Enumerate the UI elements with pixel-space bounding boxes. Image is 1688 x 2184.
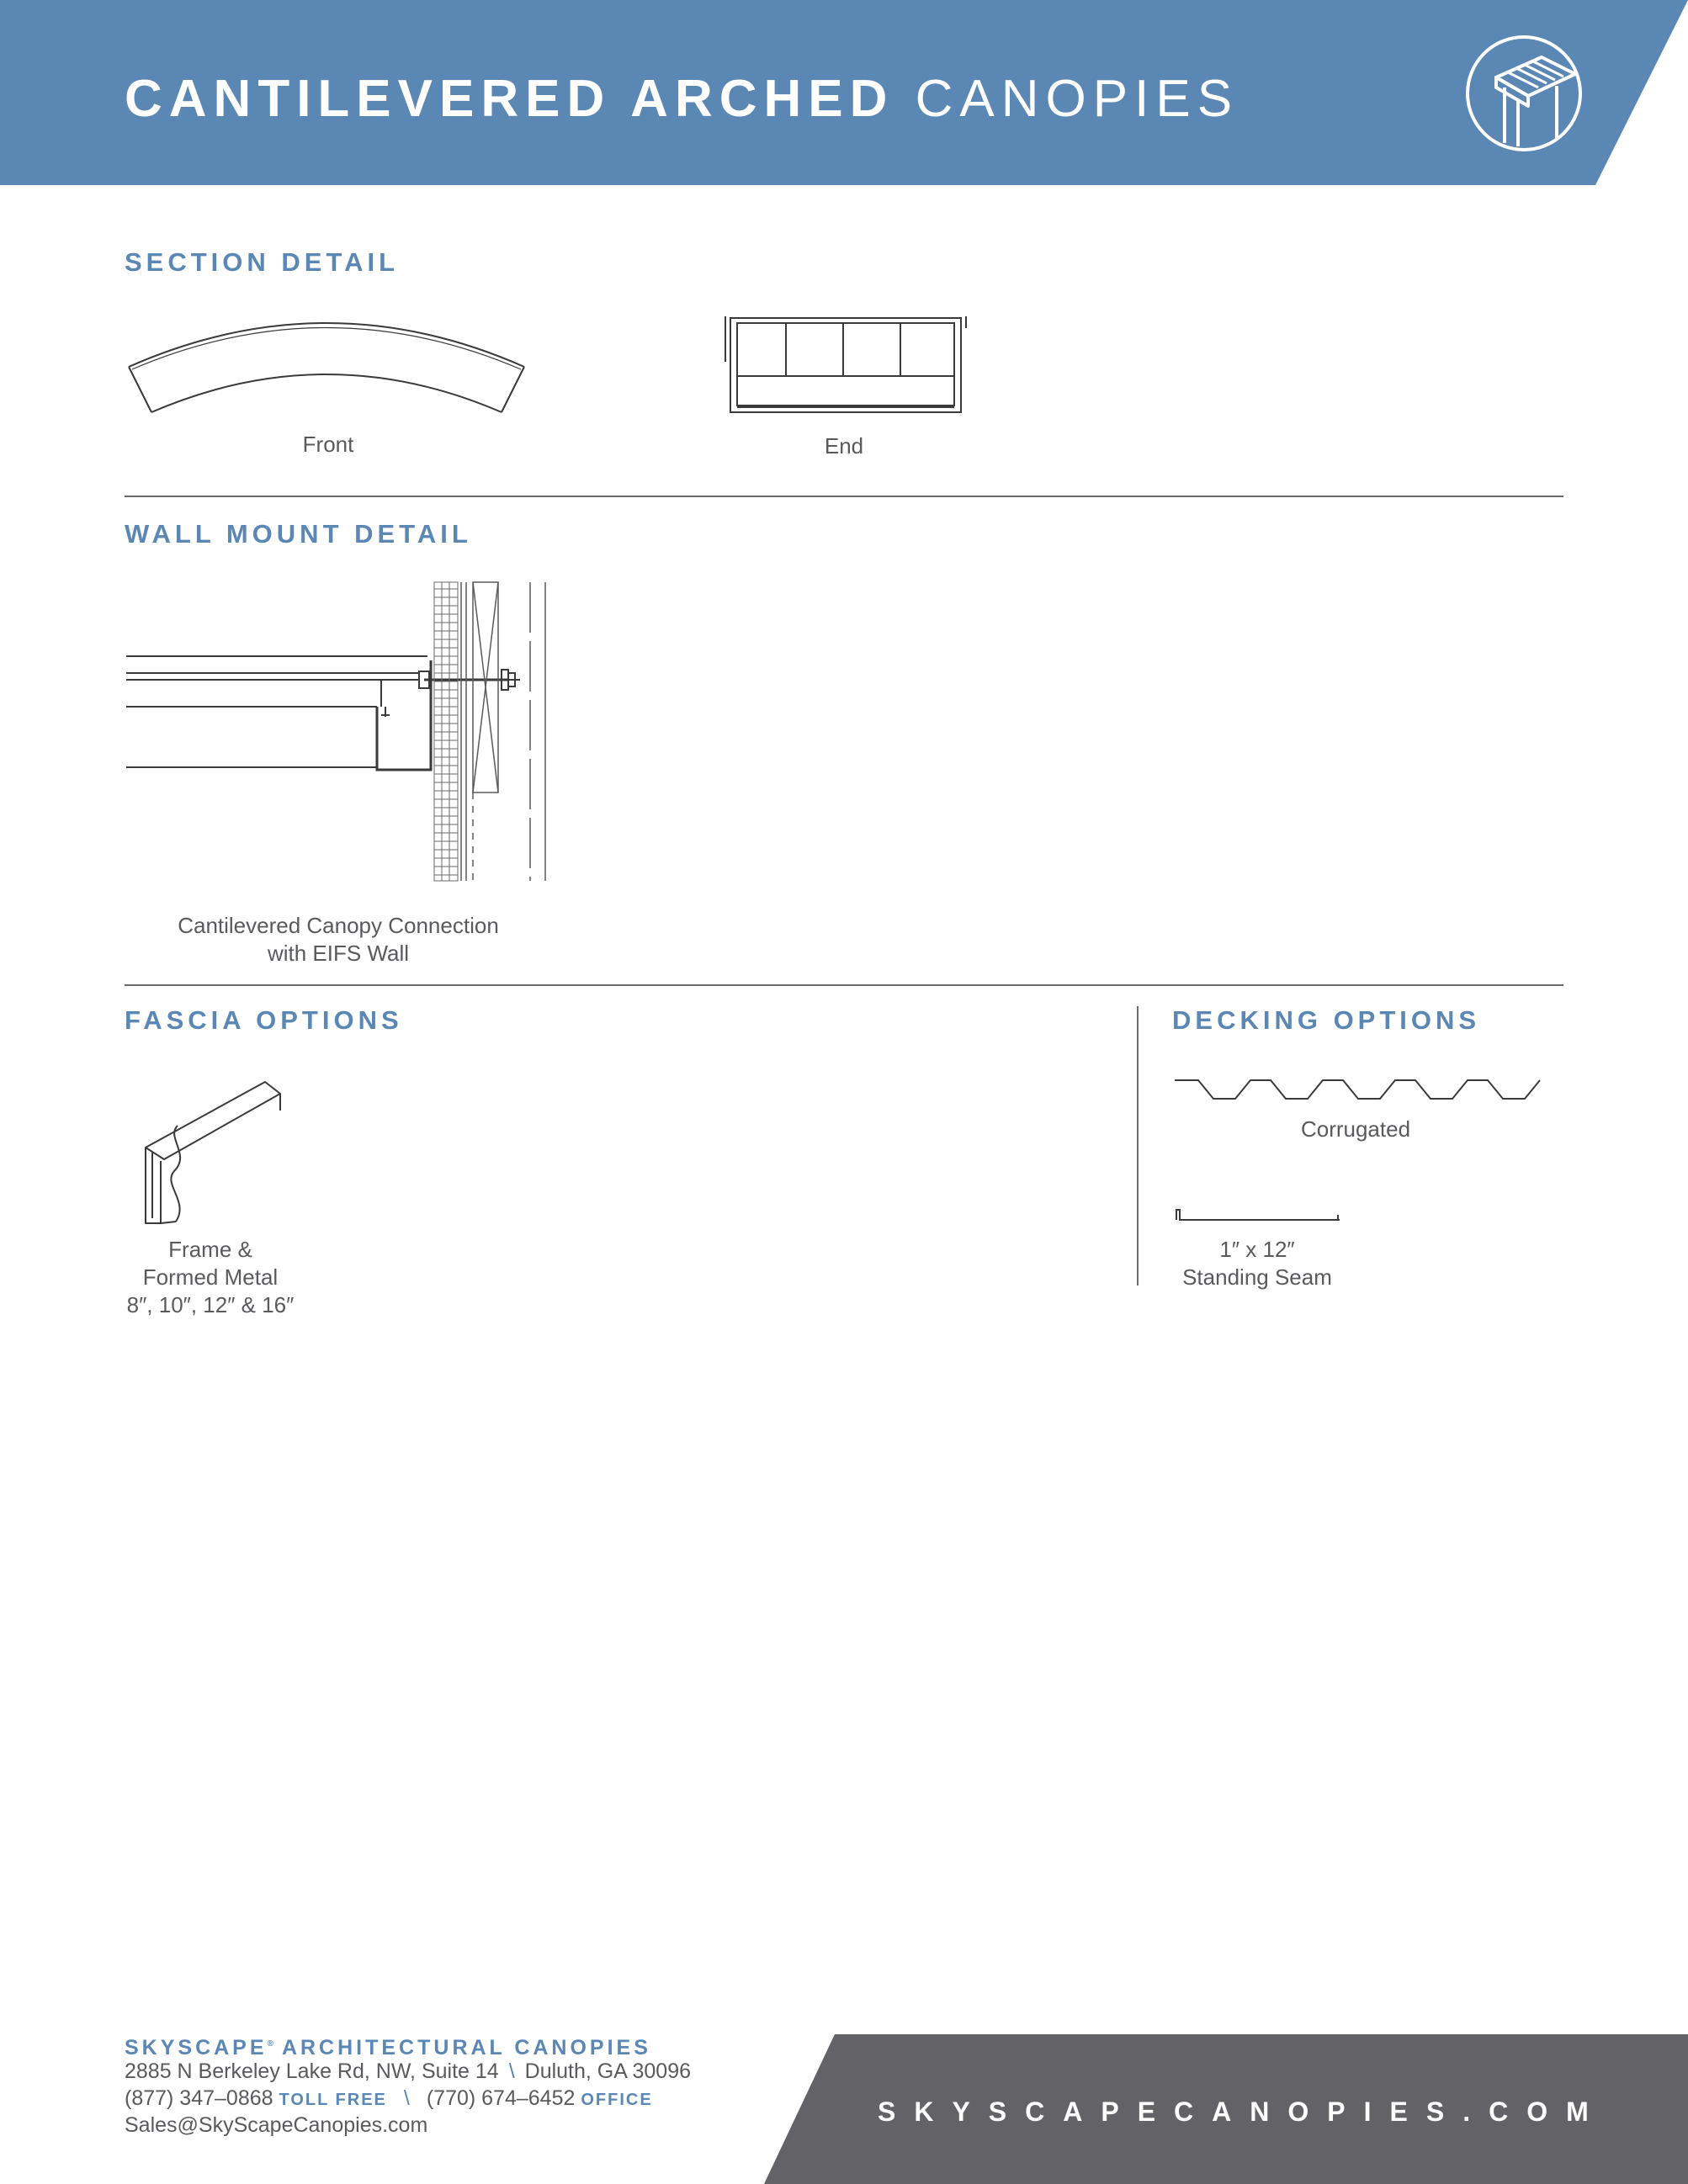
- decking-divider: [1137, 1006, 1139, 1285]
- fascia-frame-drawing: [139, 1077, 290, 1228]
- address-separator: \: [508, 2059, 515, 2083]
- page-title: [125, 66, 1239, 133]
- page-title-light: CANOPIES: [915, 70, 1239, 128]
- footer-city: Duluth, GA 30096: [524, 2059, 692, 2083]
- fascia-caption-line3: 8″, 10″, 12″ & 16″: [126, 1292, 295, 1317]
- standing-seam-caption-line2: Standing Seam: [1182, 1264, 1332, 1290]
- canopy-logo-icon: [1464, 34, 1584, 153]
- section-divider: [125, 496, 1563, 497]
- office-label: OFFICE: [581, 2091, 653, 2109]
- footer-street: 2885 N Berkeley Lake Rd, NW, Suite 14: [125, 2059, 499, 2083]
- section-detail-heading: SECTION DETAIL: [125, 247, 400, 277]
- trademark-symbol: ®: [267, 2039, 273, 2049]
- end-caption: End: [824, 433, 864, 459]
- page-title-bold: CANTILEVERED ARCHED: [125, 70, 894, 128]
- footer-address: [125, 2058, 691, 2085]
- fascia-caption-line1: Frame &: [168, 1237, 252, 1262]
- fascia-options-heading: FASCIA OPTIONS: [125, 1005, 403, 1035]
- wall-mount-caption-line1: Cantilevered Canopy Connection: [178, 913, 499, 938]
- decking-options-heading: DECKING OPTIONS: [1172, 1005, 1481, 1035]
- phone-separator: \: [403, 2086, 410, 2110]
- arched-canopy-front-drawing: [125, 310, 528, 419]
- wall-mount-caption-line2: with EIFS Wall: [267, 941, 410, 966]
- front-caption: Front: [302, 432, 354, 457]
- footer-phones: [125, 2085, 653, 2113]
- arched-canopy-end-drawing: [724, 313, 968, 416]
- footer-email[interactable]: Sales@SkyScapeCanopies.com: [125, 2113, 428, 2137]
- section-divider: [125, 984, 1563, 986]
- wall-mount-connection-drawing: [125, 580, 554, 883]
- office-phone[interactable]: (770) 674–6452: [426, 2086, 576, 2110]
- footer-company-brand: SKYSCAPE: [125, 2036, 268, 2059]
- toll-free-phone[interactable]: (877) 347–0868: [125, 2086, 273, 2110]
- footer-company-rest: ARCHITECTURAL CANOPIES: [281, 2036, 651, 2059]
- corrugated-caption: Corrugated: [1300, 1116, 1411, 1142]
- footer-website[interactable]: SKYSCAPECANOPIES.COM: [878, 2097, 1607, 2127]
- footer-company-name: [125, 2031, 651, 2061]
- standing-seam-decking-profile: [1173, 1206, 1341, 1223]
- corrugated-decking-profile: [1173, 1075, 1543, 1105]
- wall-mount-detail-heading: WALL MOUNT DETAIL: [125, 519, 472, 549]
- fascia-caption-line2: Formed Metal: [142, 1264, 279, 1290]
- standing-seam-caption-line1: 1″ x 12″: [1219, 1237, 1295, 1262]
- toll-free-label: TOLL FREE: [279, 2091, 387, 2109]
